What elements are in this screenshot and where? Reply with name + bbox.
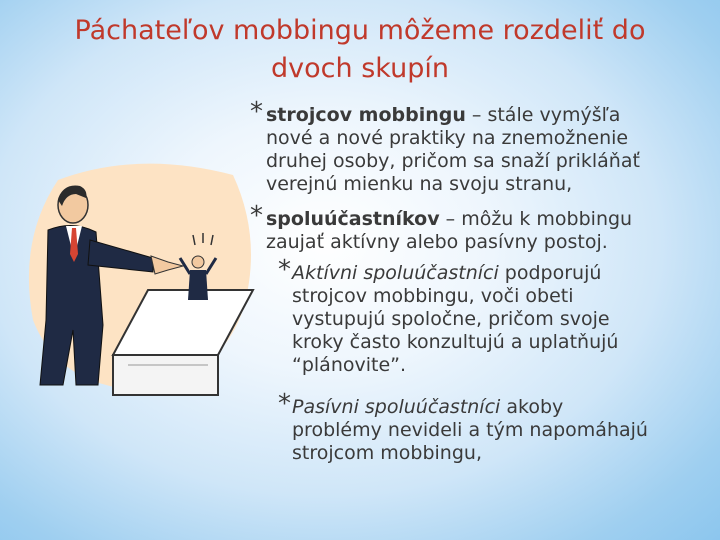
sub-bullet-text: akoby [500,396,564,418]
bullet-lead: spoluúčastníkov [266,208,440,230]
sub-bullet-lead: Pasívni spoluúčastníci [292,396,501,418]
sub-bullet-pasivni [278,389,714,465]
sub-bullet-text-line: strojcov mobbingu, voči obeti [292,285,574,307]
sub-bullet-text-line: vystupujú spoločne, pričom svoje [292,308,610,330]
sub-bullet-star-icon: * [278,255,291,285]
bullet-text: – stále vymýšľa [465,104,621,126]
desk-front [113,355,218,395]
slide-title [20,12,700,88]
bullet-text: – môžu k mobbingu [439,208,633,230]
bullet-star-icon: * [250,201,263,231]
title-line-1: Páchateľov mobbingu môžeme rozdeliť do [74,15,646,46]
sub-bullet-text-line: “plánovite”. [292,354,407,376]
sub-bullet-aktivni [278,255,714,377]
bullet-text-line: druhej osoby, pričom sa snaží prikláňať [266,150,640,172]
bullet-lead: strojcov mobbingu [266,104,466,126]
bullet-text-line: nové a nové praktiky na znemožnenie [266,127,629,149]
sub-bullet-text-line: problémy nevideli a tým napomáhajú [292,419,648,441]
bullet-text-line: zaujať aktívny alebo pasívny postoj. [266,231,608,253]
sub-bullet-text-line: strojcom mobbingu, [292,442,482,464]
small-figure-body [188,270,208,300]
sub-bullet-text: podporujú [498,262,602,284]
bullet-text-line: verejnú mienku na svoju stranu, [266,173,573,195]
small-figure-head [192,256,204,268]
bullet-strojcov [250,97,714,196]
bullet-star-icon: * [250,97,263,127]
title-line-2: dvoch skupín [271,53,449,84]
sub-bullet-text-line: kroky často konzultujú a uplatňujú [292,331,619,353]
bullet-spoluucastnikov [250,201,714,254]
sub-bullet-lead: Aktívni spoluúčastníci [292,262,499,284]
pointing-businessman-illustration [18,150,268,400]
sub-bullet-star-icon: * [278,389,291,419]
